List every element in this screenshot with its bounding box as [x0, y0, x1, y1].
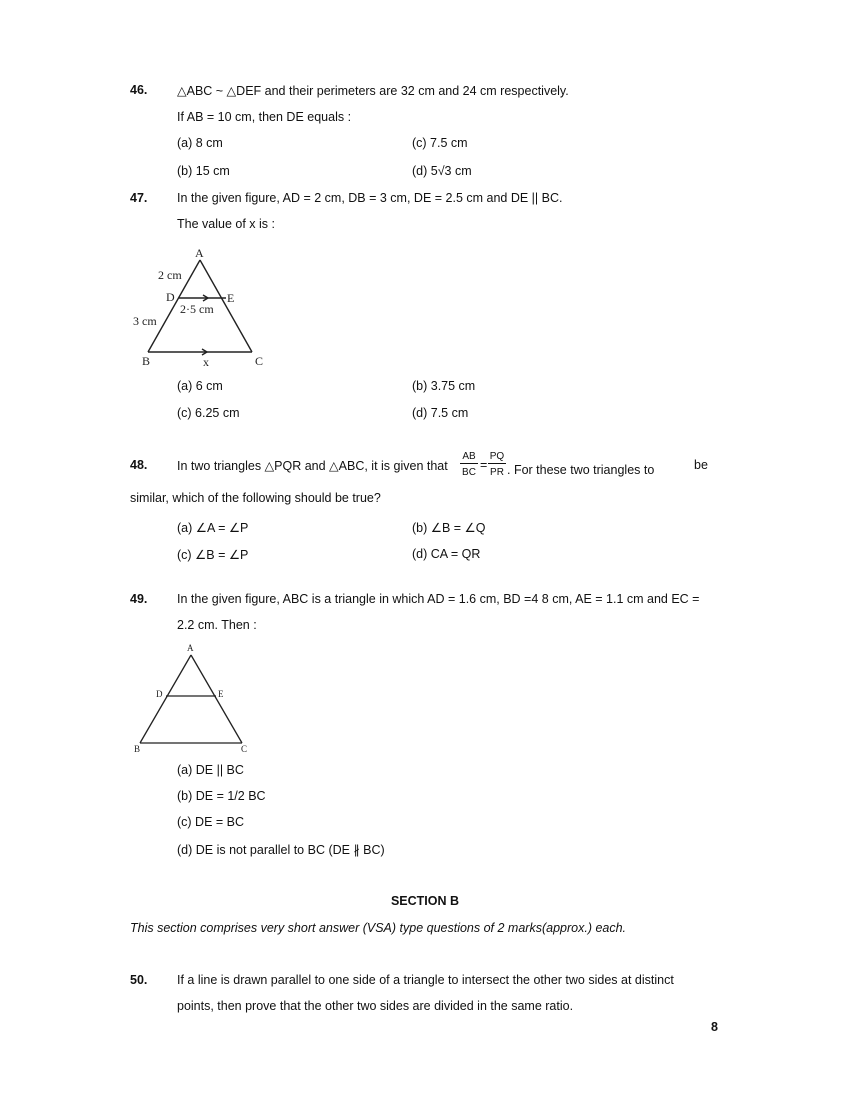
question-text: be: [694, 458, 708, 472]
fraction-denominator: BC: [460, 463, 478, 478]
question-text: . For these two triangles to: [507, 463, 655, 477]
option-a: (a) ∠A = ∠P: [177, 521, 249, 535]
question-number: 47.: [130, 191, 148, 205]
option-a: (a) 6 cm: [177, 379, 223, 393]
length-label-x: x: [203, 355, 209, 369]
question-text: In the given figure, ABC is a triangle in which AD = 1.6 cm, BD =4 8 cm, AE = 1.1 cm and EC =: [177, 592, 700, 606]
option-a: (a) DE || BC: [177, 763, 244, 777]
vertex-label-e: E: [227, 291, 235, 305]
vertex-label-c: C: [255, 354, 264, 368]
length-label-de: 2·5 cm: [180, 302, 214, 316]
fraction-numerator: AB: [462, 451, 476, 462]
option-d: (d) 5√3 cm: [412, 164, 472, 178]
vertex-label-e: E: [218, 689, 224, 699]
question-text: points, then prove that the other two sides are divided in the same ratio.: [177, 999, 574, 1013]
option-a: (a) 8 cm: [177, 136, 223, 150]
question-number: 50.: [130, 973, 148, 987]
vertex-label-b: B: [142, 354, 151, 368]
option-b: (b) ∠B = ∠Q: [412, 521, 486, 535]
triangle-figure-q49: [130, 640, 255, 758]
fraction-denominator: PR: [488, 463, 506, 478]
option-c: (c) 6.25 cm: [177, 406, 240, 420]
option-d: (d) 7.5 cm: [412, 406, 469, 420]
vertex-label-b: B: [134, 744, 141, 754]
question-text: If AB = 10 cm, then DE equals :: [177, 110, 352, 124]
question-text: similar, which of the following should be true?: [130, 491, 381, 505]
question-text: The value of x is :: [177, 217, 275, 231]
fraction-pq-pr: [488, 451, 506, 478]
option-b: (b) DE = 1/2 BC: [177, 789, 266, 803]
section-title: SECTION B: [390, 894, 460, 908]
question-number: 49.: [130, 592, 148, 606]
length-label-db: 3 cm: [133, 314, 157, 328]
vertex-label-d: D: [156, 689, 163, 699]
triangle-figure-q47: [128, 242, 278, 372]
fraction-ab-bc: [460, 451, 478, 478]
length-label-ad: 2 cm: [158, 268, 182, 282]
section-description: This section comprises very short answer (VSA) type questions of 2 marks(approx.) each.: [130, 921, 627, 935]
option-d: (d) DE is not parallel to BC (DE ∦ BC): [177, 843, 385, 857]
option-c: (c) DE = BC: [177, 815, 245, 829]
option-c: (c) 7.5 cm: [412, 136, 468, 150]
vertex-label-a: A: [187, 643, 194, 653]
fraction-numerator: PQ: [489, 451, 505, 462]
question-text: 2.2 cm. Then :: [177, 618, 257, 632]
question-text: If a line is drawn parallel to one side of a triangle to intersect the other two sides at distinct: [177, 973, 674, 987]
option-d: (d) CA = QR: [412, 547, 481, 561]
question-text: In two triangles △PQR and △ABC, it is given that: [177, 459, 448, 473]
question-text: △ABC ~ △DEF and their perimeters are 32 cm and 24 cm respectively.: [177, 84, 569, 98]
page-number: 8: [711, 1020, 718, 1034]
equals-sign: =: [480, 458, 488, 472]
vertex-label-c: C: [241, 744, 248, 754]
option-b: (b) 15 cm: [177, 164, 230, 178]
vertex-label-a: A: [195, 246, 204, 260]
option-b: (b) 3.75 cm: [412, 379, 476, 393]
vertex-label-d: D: [166, 290, 175, 304]
option-c: (c) ∠B = ∠P: [177, 548, 249, 562]
question-number: 46.: [130, 83, 148, 97]
question-text: In the given figure, AD = 2 cm, DB = 3 cm, DE = 2.5 cm and DE || BC.: [177, 191, 563, 205]
question-number: 48.: [130, 458, 148, 472]
